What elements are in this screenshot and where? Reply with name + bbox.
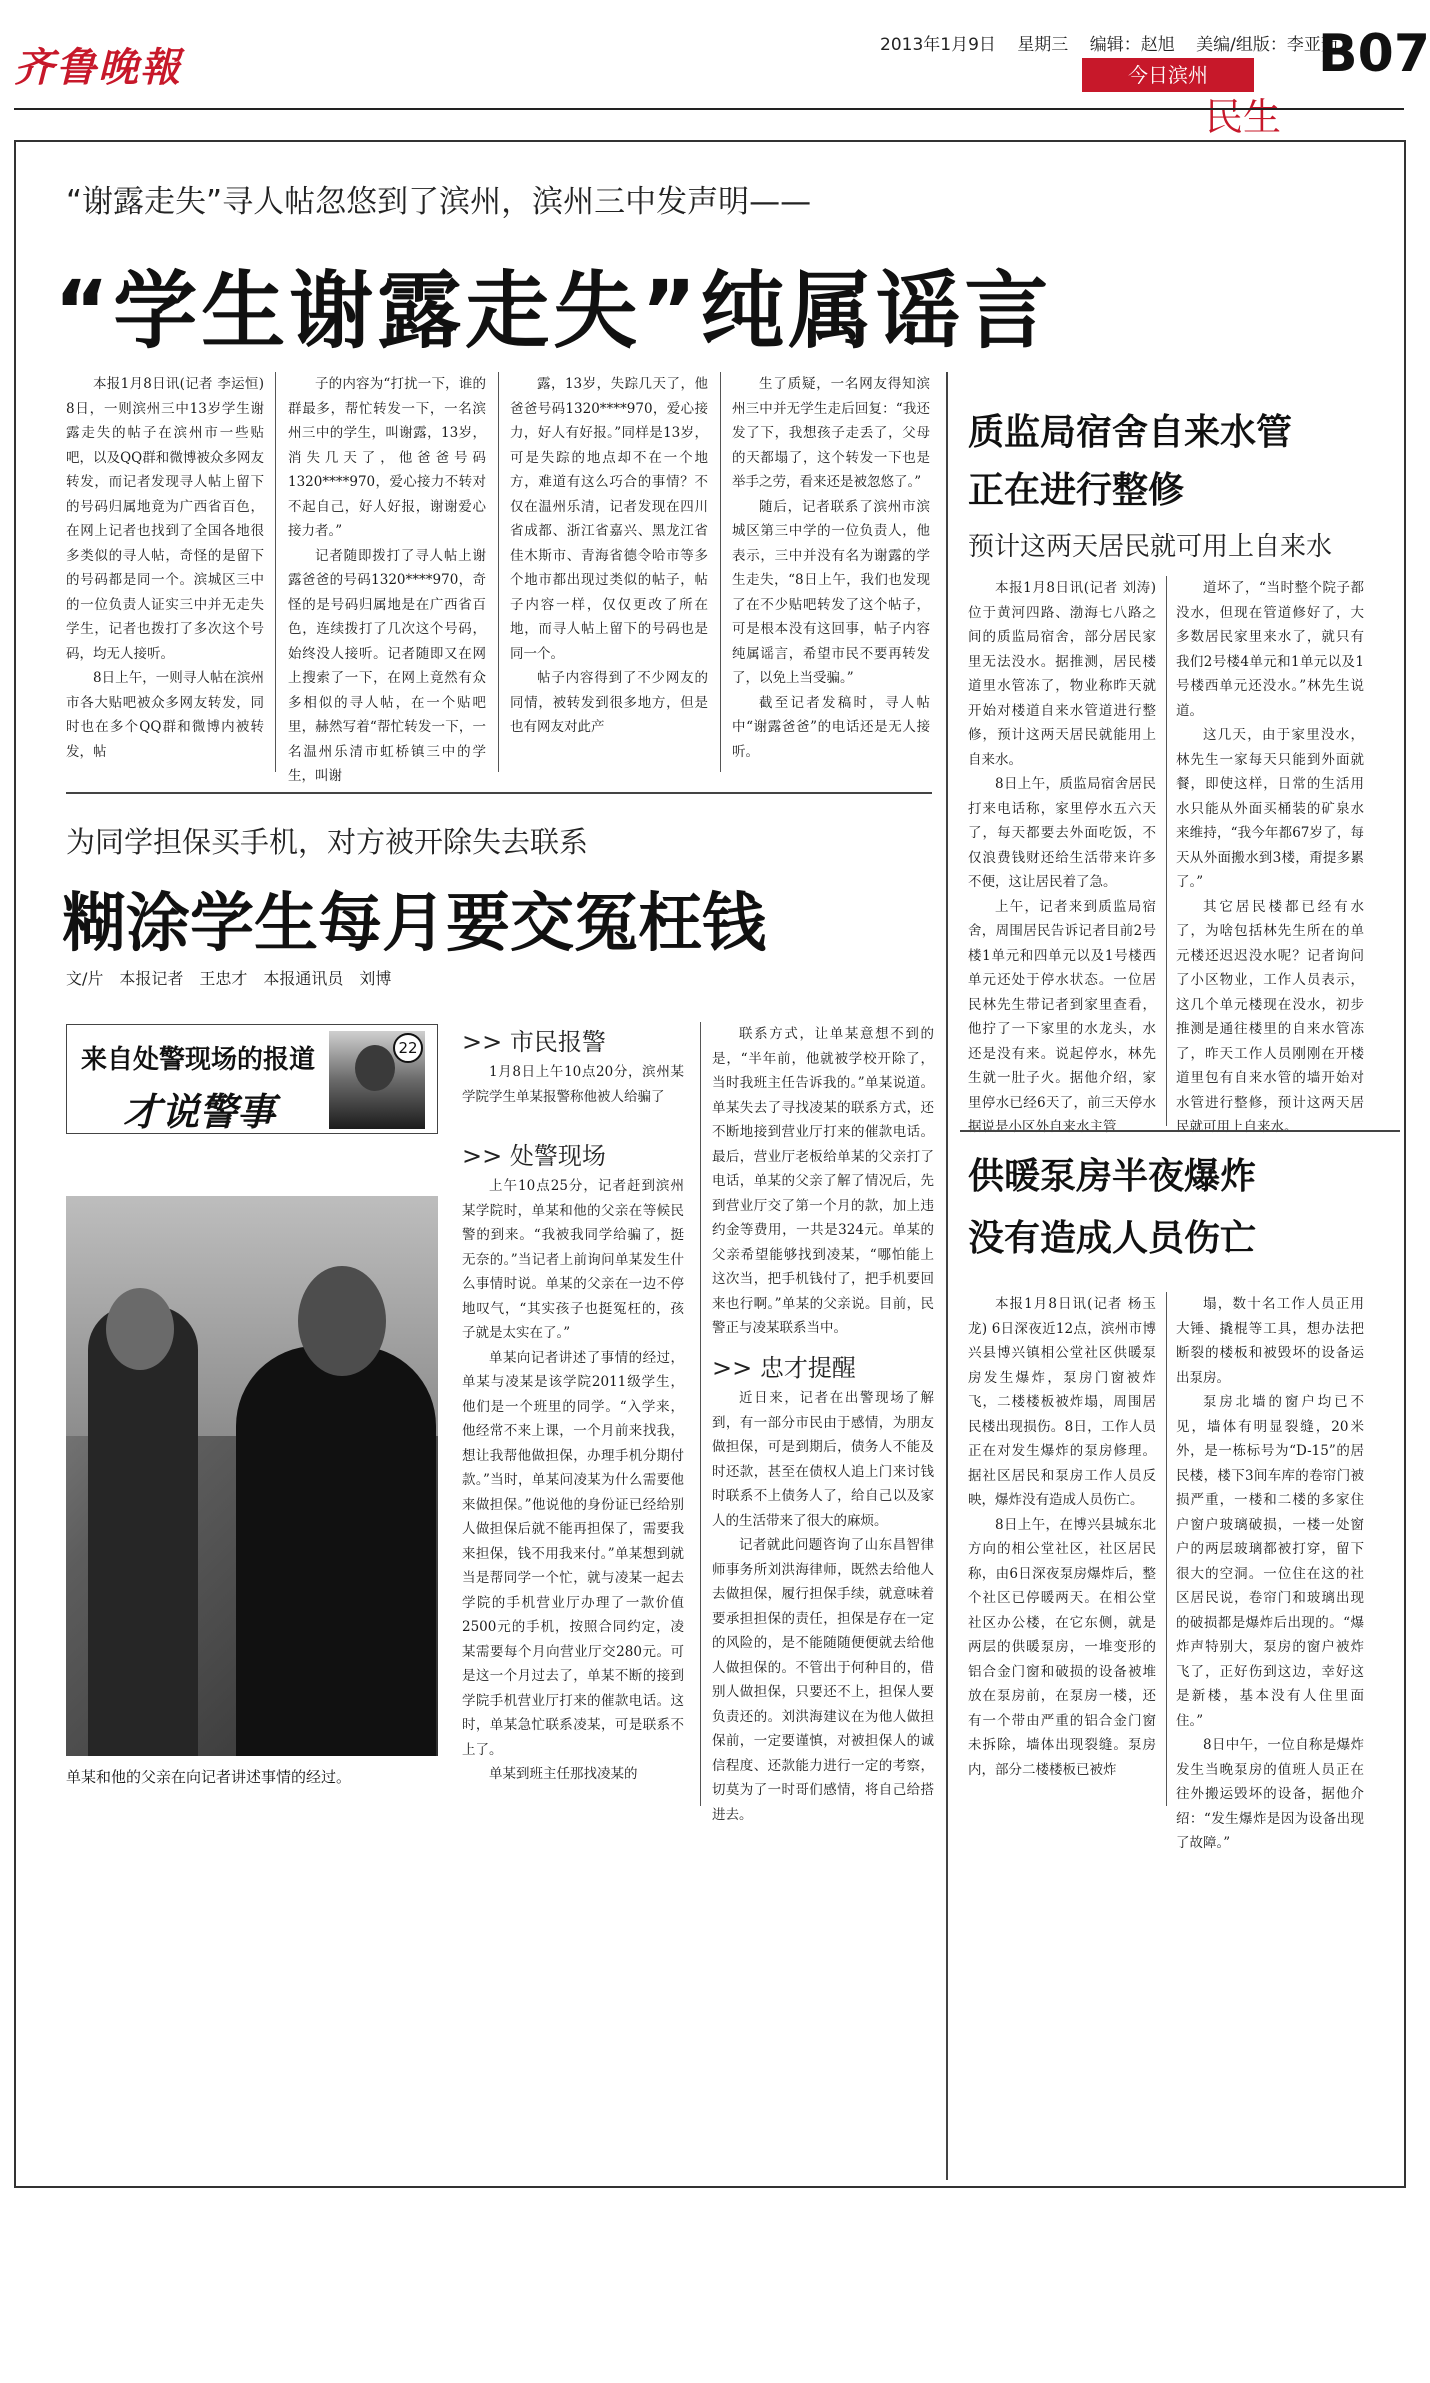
text-follow-up — [712, 1022, 934, 1342]
main-story-col2 — [288, 372, 486, 784]
column-name: 才说警事 — [123, 1089, 276, 1134]
paragraph: 道坏了，“当时整个院子都没水，但现在管道修好了，大多数居民家里来水了，就只有我们2号楼4单元和1单元以及1号楼西单元还没水。”林先生说道。 — [1176, 580, 1364, 719]
side2-headline-line2: 没有造成人员伤亡 — [968, 1218, 1257, 1259]
side1-headline-line1: 质监局宿舍自来水管 — [968, 412, 1293, 453]
main-story-col4 — [732, 372, 930, 772]
main-kicker: “谢露走失”寻人帖忽悠到了滨州，滨州三中发声明—— — [66, 184, 812, 220]
paragraph: 8日中午，一位自称是爆炸发生当晚泵房的值班人员正在往外搬运毁坏的设备，据他介绍：“发生爆炸是因为设备出现了故障。” — [1176, 1737, 1364, 1851]
column-divider — [720, 372, 721, 772]
column-divider — [498, 372, 499, 772]
paragraph: 1月8日上午10点20分，滨州某学院学生单某报警称他被人给骗了 — [462, 1064, 684, 1105]
newspaper-logo: 齐鲁晚報 — [14, 44, 182, 91]
paragraph: 帖子内容得到了不少网友的同情，被转发到很多地方，但是也有网友对此产 — [510, 670, 708, 735]
photo-student-figure — [236, 1346, 436, 1756]
photo-student-head — [298, 1266, 386, 1376]
photo-caption: 单某和他的父亲在向记者讲述事情的经过。 — [66, 1768, 352, 1786]
side1-col2 — [1176, 576, 1364, 1135]
second-headline: 糊涂学生每月要交冤枉钱 — [62, 887, 766, 961]
paragraph: 单某到班主任那找凌某的 — [489, 1766, 638, 1782]
issue-date: 2013年1月9日 — [880, 35, 996, 55]
editor-credit: 编辑：赵旭 — [1089, 35, 1175, 55]
paragraph: 塌，数十名工作人员正用大锤、撬棍等工具，想办法把断裂的楼板和被毁坏的设备运出泵房。 — [1176, 1296, 1364, 1386]
masthead-rule — [14, 108, 1404, 110]
paragraph: 本报1月8日讯(记者 杨玉龙) 6日深夜近12点，滨州市博兴县博兴镇相公堂社区供暖泵房发生爆炸，泵房门窗被炸飞，二楼楼板被炸塌，周围居民楼出现损伤。8日，工作人员正在对发生爆炸的泵房修理。据社区居民和泵房工作人员反映，爆炸没有造成人员伤亡。 — [968, 1296, 1156, 1508]
paragraph: 8日上午，一则寻人帖在滨州市各大贴吧被众多网友转发，同时也在多个QQ群和微博内被转发，帖 — [66, 670, 264, 760]
paragraph: 8日上午，质监局宿舍居民打来电话称，家里停水五六天了，每天都要去外面吃饭，不仅浪费钱财还给生活带来许多不便，这让居民着了急。 — [968, 776, 1156, 890]
column-title: 来自处警现场的报道 — [81, 1045, 316, 1075]
issue-weekday: 星期三 — [1017, 35, 1069, 55]
paragraph: 单某向记者讲述了事情的经过，单某与凌某是该学院2011级学生，他们是一个班里的同学。“入学来，他经常不来上课，一个月前来找我，想让我帮他做担保，办理手机分期付款。”当时，单某问凌某为什么需要他来做担保。”他说他的身份证已经给别人做担保后就不能再担保了，需要我来担保，钱不用我来付。”单某想到就当是帮同学一个忙，就与凌某一起去学院的手机营业厅办理了一款价值2500元的手机，按照合同约定，凌某需要每个月向营业厅交280元。可是这一个月过去了，单某不断的接到学院手机营业厅打来的催款电话。这时，单某急忙联系凌某，可是联系不上了。 — [462, 1349, 684, 1758]
paragraph: 8日上午，在博兴县城东北方向的相公堂社区，社区居民称，由6日深夜泵房爆炸后，整个社区已停暖两天。在相公堂社区办公楼，在它东侧，就是两层的供暖泵房，一堆变形的铝合金门窗和破损的设备被堆放在泵房前，在泵房一楼，还有一个带由严重的铝合金门窗未拆除，墙体出现裂缝。泵房内，部分二楼楼板已被炸 — [968, 1516, 1156, 1778]
paragraph: 随后，记者联系了滨州市滨城区第三中学的一位负责人，他表示，三中并没有名为谢露的学生走失，“8日上午，我们也发现了在不少贴吧转发了这个帖子，可是根本没有这回事，帖子内容纯属谣言，希望市民不要再转发了，以免上当受骗。” — [732, 498, 930, 686]
side2-col1 — [968, 1292, 1156, 1806]
side2-headline-line1: 供暖泵房半夜爆炸 — [968, 1156, 1257, 1197]
column-number-badge: 22 — [393, 1033, 423, 1063]
paragraph: 近日来，记者在出警现场了解到，有一部分市民由于感情，为朋友做担保，可是到期后，债务人不能及时还款，甚至在债权人追上门来讨钱时联系不上债务人了，给自己以及家人的生活带来了很大的麻烦。 — [712, 1390, 934, 1529]
label-citizen-report: >> 市民报警 — [462, 1028, 606, 1056]
label-on-scene: >> 处警现场 — [462, 1142, 606, 1170]
paragraph: 联系方式，让单某意想不到的是，“半年前，他就被学校开除了，当时我班主任告诉我的。”单某说道。单某失去了寻找凌某的联系方式，还不断地接到营业厅打来的催款电话。最后，营业厅老板给单某的父亲打了电话，单某的父亲了解了情况后，先到营业厅交了第一个月的款，加上违约金等费用，一共是324元。单某的父亲希望能够找到凌某，“哪怕能上这次当，把手机钱付了，把手机要回来也行啊。”单某的父亲说。目前，民警正与凌某联系当中。 — [712, 1026, 934, 1336]
text-tip — [712, 1386, 934, 1823]
column-divider — [275, 372, 276, 772]
paragraph: 生了质疑，一名网友得知滨州三中并无学生走后回复：“我还发了下，我想孩子走丢了，父母的天都塌了，这个转发一下也是举手之劳，看来还是被忽悠了。” — [732, 376, 930, 490]
section-name: 民生 — [1205, 95, 1282, 139]
paragraph: 泵房北墙的窗户均已不见，墙体有明显裂缝，20米外，是一栋标号为“D-15”的居民楼，楼下3间车库的卷帘门被损严重，一楼和二楼的多家住户窗户玻璃破损，一楼一处窗户的两层玻璃都被打穿，留下很大的空洞。一位住在这的社区居民说，卷帘门和玻璃出现的破损都是爆炸后出现的。“爆炸声特别大，泵房的窗户被炸飞了，正好伤到这边，幸好这是新楼，基本没有人住里面住。” — [1176, 1394, 1364, 1729]
story-photo — [66, 1196, 438, 1756]
portrait-head — [355, 1045, 395, 1091]
side-column-divider — [946, 372, 948, 2180]
second-byline: 文/片 本报记者 王忠才 本报通讯员 刘博 — [66, 969, 392, 988]
paragraph: 子的内容为“打扰一下，谁的群最多，帮忙转发一下，一名滨州三中的学生，叫谢露，13岁，消失几天了，他爸爸号码1320****970，爱心接力不转对不起自己，好人好报，谢谢爱心接力者。” — [288, 376, 486, 539]
paragraph: 截至记者发稿时，寻人帖中“谢露爸爸”的电话还是无人接听。 — [732, 694, 930, 760]
column-divider — [1166, 576, 1167, 1126]
paragraph: 这几天，由于家里没水，林先生一家每天只能到外面就餐，即使这样，日常的生活用水只能从外面买桶装的矿泉水来维持，“我今年都67岁了，每天从外面搬水到3楼，甭提多累了。” — [1176, 727, 1364, 890]
side1-subhead: 预计这两天居民就可用上自来水 — [968, 532, 1333, 562]
photo-father-head — [106, 1288, 174, 1370]
page-number: B07 — [1318, 24, 1430, 84]
main-story-col3 — [510, 372, 708, 772]
main-headline: “学生谢露走失”纯属谣言 — [54, 262, 1053, 360]
side-story-divider — [960, 1130, 1400, 1132]
photo-father-figure — [88, 1306, 198, 1756]
paragraph: 露，13岁，失踪几天了，他爸爸号码1320****970，爱心接力，好人有好报。”同样是13岁，可是失踪的地点却不在一个地方，难道有这么巧合的事情？不仅在温州乐清，记者发现在四川省成都、浙江省嘉兴、黑龙江省佳木斯市、青海省德令哈市等多个地市都出现过类似的帖子，帖子内容一样，仅仅更改了所在地，而寻人帖上留下的号码也是同一个。 — [510, 376, 708, 662]
column-divider — [1166, 1292, 1167, 1806]
side1-col1 — [968, 576, 1156, 1135]
paragraph: 其它居民楼都已经有水了，为啥包括林先生所在的单元楼还迟迟没水呢？记者询问了小区物业，工作人员表示，这几个单元楼现在没水，初步推测是通往楼里的自来水管冻了，昨天工作人员刚刚在开楼道里包有自来水管的墙开始对水管进行整修，预计这两天居民就可用上自来水。 — [1176, 898, 1364, 1135]
second-kicker: 为同学担保买手机，对方被开除失去联系 — [66, 825, 589, 859]
section-tag: 今日滨州 — [1082, 58, 1254, 92]
side1-headline-line2: 正在进行整修 — [968, 470, 1185, 511]
text-citizen-report — [462, 1060, 684, 1132]
design-credit: 美编/组版：李亚茹 — [1196, 35, 1338, 55]
text-on-scene — [462, 1174, 684, 1806]
paragraph: 本报1月8日讯(记者 李运恒) 8日，一则滨州三中13岁学生谢露走失的帖子在滨州市一些贴吧，以及QQ群和微博被众多网友转发，而记者发现寻人帖上留下的号码归属地竟为广西省百色，在网上记者也找到了全国各地很多类似的寻人帖，奇怪的是留下的号码都是同一个。滨城区三中的一位负责人证实三中并无走失学生，记者也拨打了多次这个号码，均无人接听。 — [66, 376, 264, 662]
paragraph: 本报1月8日讯(记者 刘涛) 位于黄河四路、渤海七八路之间的质监局宿舍，部分居民家里无法没水。据推测，居民楼道里水管冻了，物业称昨天就开始对楼道自来水管道进行整修，预计这两天居民就能用上自来水。 — [968, 580, 1156, 768]
paragraph: 记者随即拨打了寻人帖上谢露爸爸的号码1320****970，奇怪的是号码归属地是在广西省百色，连续拨打了几次这个号码，始终没人接听。记者随即又在网上搜索了一下，在网上竟然有众多相似的寻人帖，在一个贴吧里，赫然写着“帮忙转发一下，一名温州乐清市虹桥镇三中的学生，叫谢 — [288, 547, 486, 784]
label-tip: >> 忠才提醒 — [712, 1354, 856, 1382]
main-story-col1 — [66, 372, 264, 772]
story-divider — [66, 792, 932, 794]
side2-col2 — [1176, 1292, 1364, 1851]
column-badge — [66, 1024, 438, 1134]
paragraph: 上午，记者来到质监局宿舍，周围居民告诉记者目前2号楼1单元和四单元以及1号楼西单元还处于停水状态。一位居民林先生带记者到家里查看，他拧了一下家里的水龙头，水还是没有来。说起停水，林先生就一肚子火。据他介绍，家里停水已经6天了，前三天停水据说是小区外自来水主管 — [968, 898, 1156, 1135]
paragraph: 记者就此问题咨询了山东昌智律师事务所刘洪海律师，既然去给他人去做担保，履行担保手续，就意味着要承担担保的责任，担保是存在一定的风险的，是不能随随便便就去给他人做担保的。不管出于何种目的，借别人做担保，只要还不上，担保人要负责还的。刘洪海建议在为他人做担保前，一定要谨慎，对被担保人的诚信程度、还款能力进行一定的考察，切莫为了一时哥们感情，将自己给搭进去。 — [712, 1537, 934, 1823]
issue-meta — [880, 30, 1354, 55]
column-divider — [700, 1022, 701, 1806]
paragraph: 上午10点25分，记者赶到滨州某学院时，单某和他的父亲在等候民警的到来。“我被我同学给骗了，挺无奈的。”当记者上前询问单某发生什么事情时说。单某的父亲在一边不停地叹气，“其实孩子也挺冤枉的，孩子就是太实在了。” — [462, 1178, 684, 1341]
